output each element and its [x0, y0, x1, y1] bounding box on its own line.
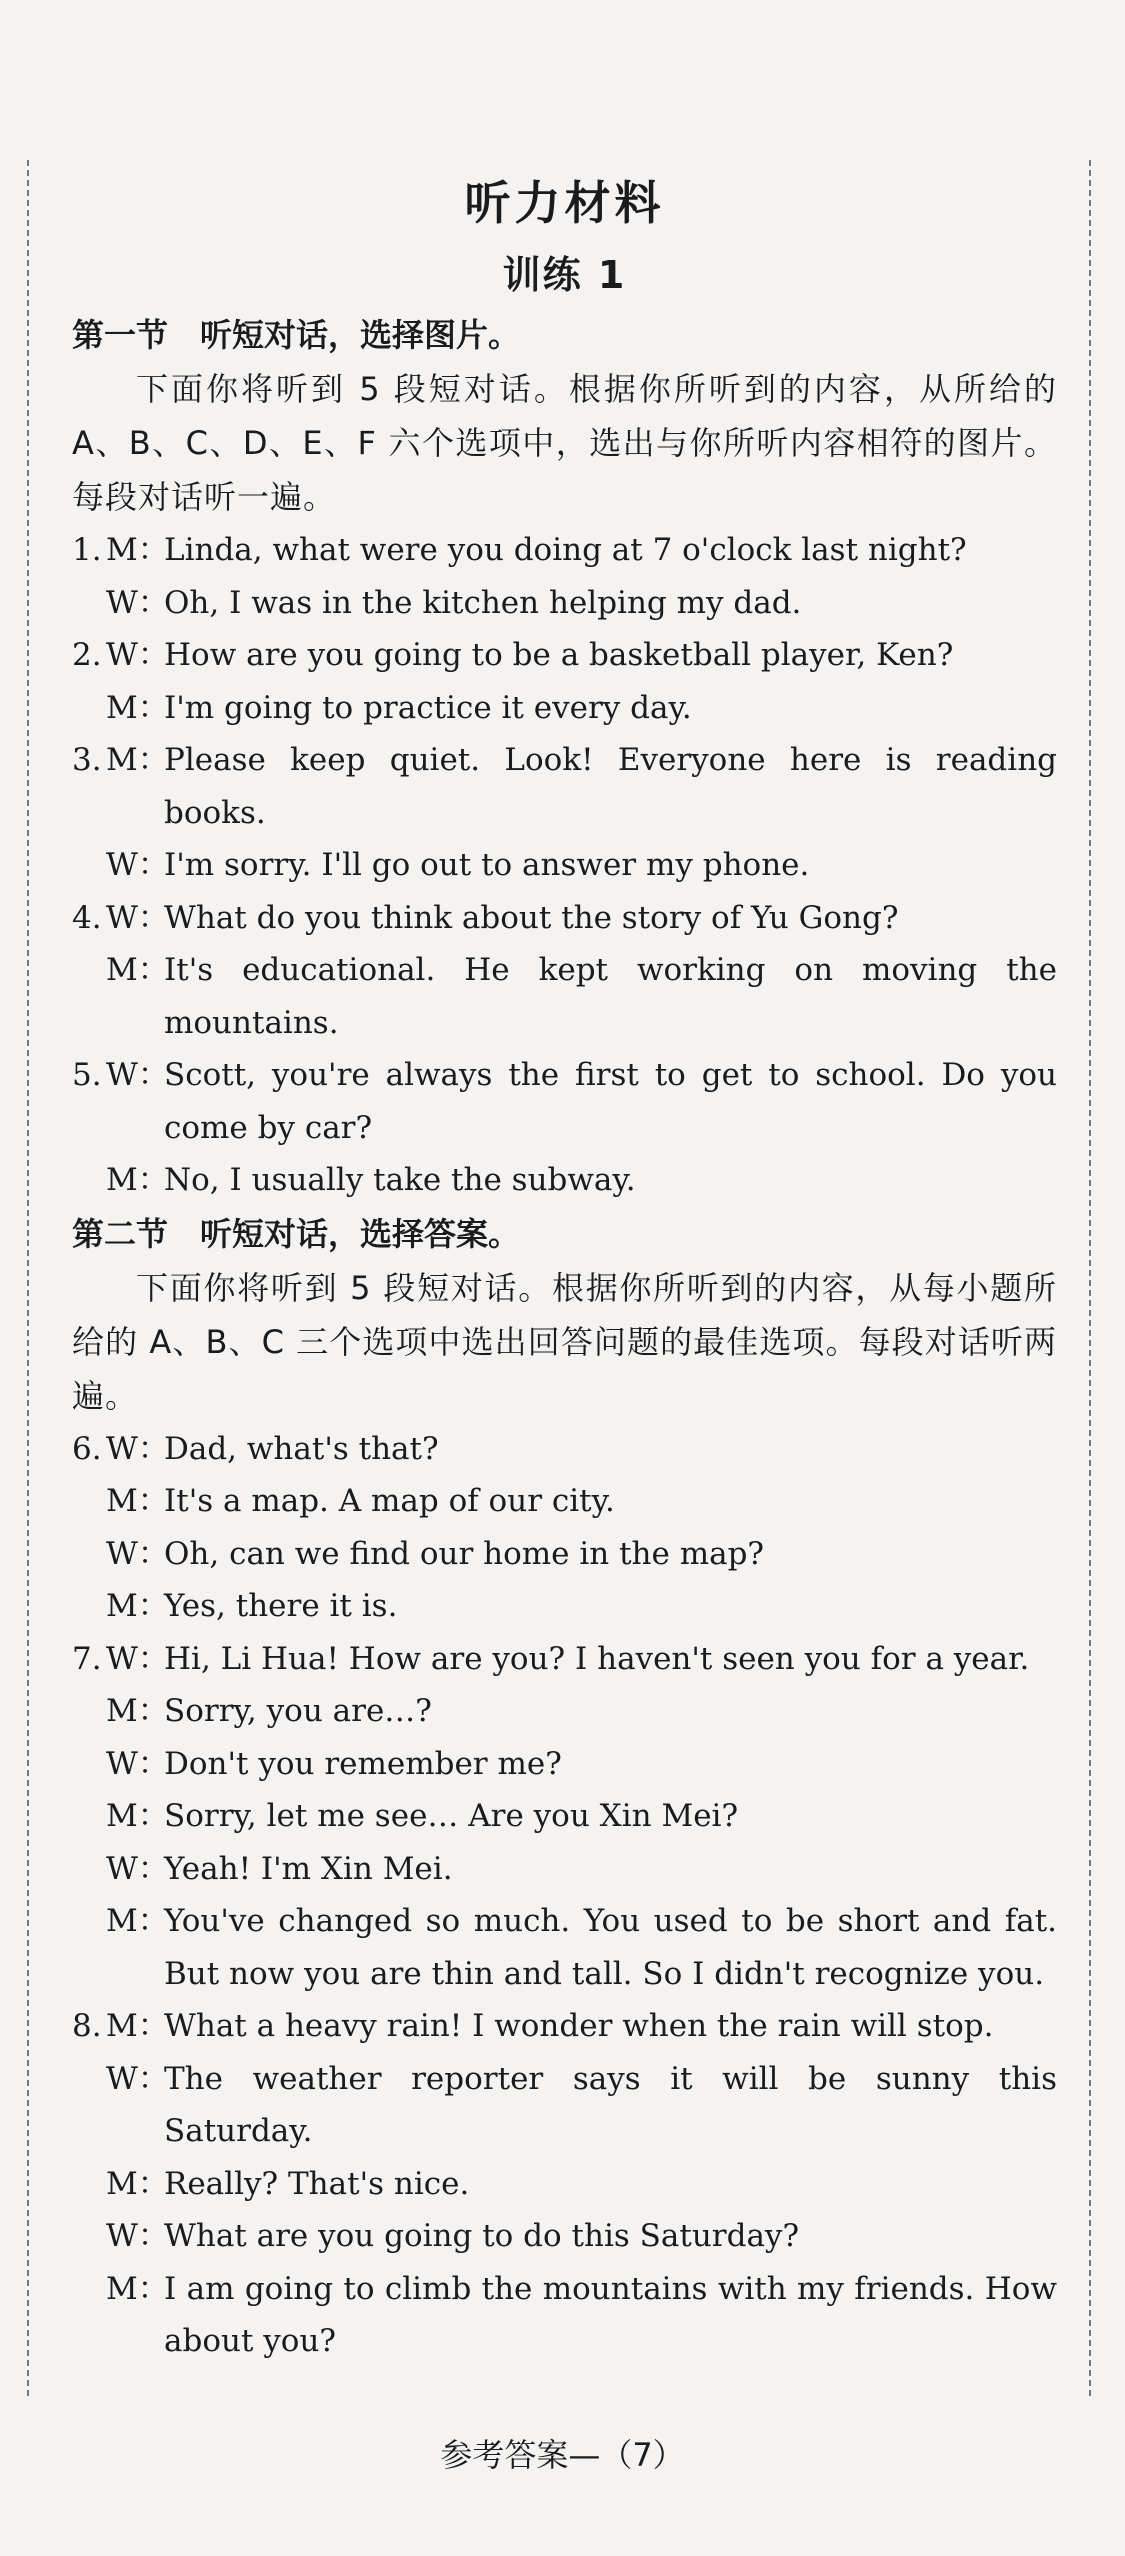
dialogue-text: It's a map. A map of our city.	[164, 1483, 615, 1519]
speaker-label: M：	[106, 952, 169, 988]
binding-line-left	[27, 160, 29, 2396]
dialogue-line	[72, 734, 1057, 839]
dialogue-text: I am going to climb the mountains with my friends. How about you?	[164, 2270, 1057, 2359]
dialogue-number	[72, 1895, 106, 2000]
section-1-dialogues	[72, 524, 1057, 1207]
dialogue-line	[72, 1790, 1057, 1843]
speaker-label: M：	[106, 1693, 169, 1729]
dialogue-line	[72, 1049, 1057, 1154]
speaker-label: W：	[106, 1850, 169, 1887]
speaker-label: W：	[106, 584, 169, 621]
dialogue-text: I'm going to practice it every day.	[164, 689, 692, 726]
dialogue-line	[72, 1528, 1057, 1581]
dialogue-text: Hi, Li Hua! How are you? I haven't seen you for a year.	[164, 1640, 1030, 1677]
dialogue-number	[72, 1475, 106, 1528]
dialogue-text: No, I usually take the subway.	[164, 1162, 636, 1198]
dialogue-number: 8.	[72, 2008, 102, 2044]
dialogue-number: 4.	[72, 899, 102, 936]
speaker-label: W：	[106, 1430, 169, 1467]
dialogue-number: 3.	[72, 742, 102, 778]
speaker-label: W：	[106, 847, 169, 883]
dialogue-line	[72, 1154, 1057, 1207]
dialogue-line	[72, 1423, 1057, 1476]
speaker-label: W：	[106, 2218, 169, 2254]
dialogue-number: 2.	[72, 637, 102, 673]
dialogue-line	[72, 1633, 1057, 1686]
dialogue-text: What are you going to do this Saturday?	[164, 2218, 800, 2254]
speaker-label: W：	[106, 2060, 169, 2097]
dialogue-text: You've changed so much. You used to be short and fat. But now you are thin and tall. So I didn't recognize you.	[164, 1903, 1057, 1992]
dialogue-text: Dad, what's that?	[164, 1430, 439, 1467]
dialogue-number	[72, 2263, 106, 2368]
dialogue-text: I'm sorry. I'll go out to answer my phone.	[164, 847, 810, 883]
speaker-label: M：	[106, 2270, 169, 2307]
speaker-label: M：	[106, 1798, 169, 1834]
dialogue-text: Oh, can we find our home in the map?	[164, 1535, 765, 1572]
speaker-label: W：	[106, 1057, 169, 1093]
speaker-label: M：	[106, 1483, 169, 1519]
section-2-dialogues	[72, 1423, 1057, 2368]
speaker-label: W：	[106, 637, 169, 673]
dialogue-line	[72, 1738, 1057, 1791]
dialogue-number	[72, 1843, 106, 1896]
section-2-instruction: 下面你将听到 5 段短对话。根据你所听到的内容，从每小题所给的 A、B、C 三个选项中选出回答问题的最佳选项。每段对话听两遍。	[72, 1268, 1057, 1415]
dialogue-text: It's educational. He kept working on moving the mountains.	[164, 952, 1057, 1041]
dialogue-text: Yes, there it is.	[164, 1588, 398, 1624]
speaker-label: M：	[106, 1903, 169, 1939]
dialogue-text: Scott, you're always the first to get to school. Do you come by car?	[164, 1057, 1057, 1146]
dialogue-number: 1.	[72, 532, 102, 568]
speaker-label: W：	[106, 1640, 169, 1677]
dialogue-line	[72, 1843, 1057, 1896]
dialogue-number	[72, 1580, 106, 1633]
dialogue-number	[72, 577, 106, 630]
dialogue-number	[72, 2210, 106, 2263]
dialogue-number: 5.	[72, 1057, 102, 1093]
dialogue-text: Linda, what were you doing at 7 o'clock last night?	[164, 532, 967, 568]
page-footer: 参考答案—（7）	[440, 2436, 685, 2474]
speaker-label: M：	[106, 2165, 169, 2202]
dialogue-line	[72, 839, 1057, 892]
dialogue-line	[72, 892, 1057, 945]
binding-line-right	[1089, 160, 1091, 2396]
dialogue-number	[72, 2158, 106, 2211]
exercise-title: 训练 1	[502, 253, 627, 297]
speaker-label: W：	[106, 1745, 169, 1782]
dialogue-number	[72, 682, 106, 735]
section-2-heading: 第二节 听短对话，选择答案。	[72, 1214, 521, 1253]
dialogue-number	[72, 2053, 106, 2158]
dialogue-number	[72, 1685, 106, 1738]
dialogue-line	[72, 629, 1057, 682]
dialogue-text: What do you think about the story of Yu Gong?	[164, 899, 899, 936]
dialogue-text: Don't you remember me?	[164, 1745, 562, 1782]
dialogue-line	[72, 1685, 1057, 1738]
section-1-instruction: 下面你将听到 5 段短对话。根据你所听到的内容，从所给的 A、B、C、D、E、F 六个选项中，选出与你所听内容相符的图片。每段对话听一遍。	[72, 370, 1057, 516]
dialogue-number: 6.	[72, 1430, 102, 1467]
speaker-label: W：	[106, 1535, 169, 1572]
dialogue-text: The weather reporter says it will be sunny this Saturday.	[164, 2060, 1057, 2149]
speaker-label: M：	[106, 1162, 169, 1198]
speaker-label: M：	[106, 2008, 169, 2044]
dialogue-text: Sorry, let me see… Are you Xin Mei?	[164, 1798, 739, 1834]
dialogue-line	[72, 2158, 1057, 2211]
speaker-label: M：	[106, 689, 169, 726]
dialogue-number	[72, 1154, 106, 1207]
dialogue-line	[72, 1580, 1057, 1633]
speaker-label: M：	[106, 1588, 169, 1624]
dialogue-number	[72, 1738, 106, 1791]
dialogue-number	[72, 839, 106, 892]
dialogue-text: Sorry, you are…?	[164, 1693, 432, 1729]
dialogue-line	[72, 577, 1057, 630]
dialogue-text: What a heavy rain! I wonder when the rain will stop.	[164, 2008, 994, 2044]
page-title: 听力材料	[464, 176, 665, 230]
dialogue-line	[72, 1895, 1057, 2000]
dialogue-text: Yeah! I'm Xin Mei.	[164, 1850, 453, 1887]
section-1-heading: 第一节 听短对话，选择图片。	[72, 316, 521, 354]
speaker-label: M：	[106, 742, 169, 778]
dialogue-text: How are you going to be a basketball player, Ken?	[164, 637, 954, 673]
dialogue-text: Really? That's nice.	[164, 2165, 470, 2202]
speaker-label: W：	[106, 899, 169, 936]
dialogue-text: Oh, I was in the kitchen helping my dad.	[164, 584, 802, 621]
dialogue-line	[72, 944, 1057, 1049]
dialogue-number	[72, 1528, 106, 1581]
listening-material-page	[72, 170, 1057, 2368]
dialogue-line	[72, 2263, 1057, 2368]
dialogue-number: 7.	[72, 1640, 102, 1677]
dialogue-number	[72, 944, 106, 1049]
dialogue-line	[72, 2000, 1057, 2053]
dialogue-text: Please keep quiet. Look! Everyone here is reading books.	[164, 742, 1057, 831]
dialogue-line	[72, 682, 1057, 735]
dialogue-line	[72, 2053, 1057, 2158]
speaker-label: M：	[106, 532, 169, 568]
dialogue-line	[72, 524, 1057, 577]
dialogue-line	[72, 1475, 1057, 1528]
dialogue-number	[72, 1790, 106, 1843]
dialogue-line	[72, 2210, 1057, 2263]
